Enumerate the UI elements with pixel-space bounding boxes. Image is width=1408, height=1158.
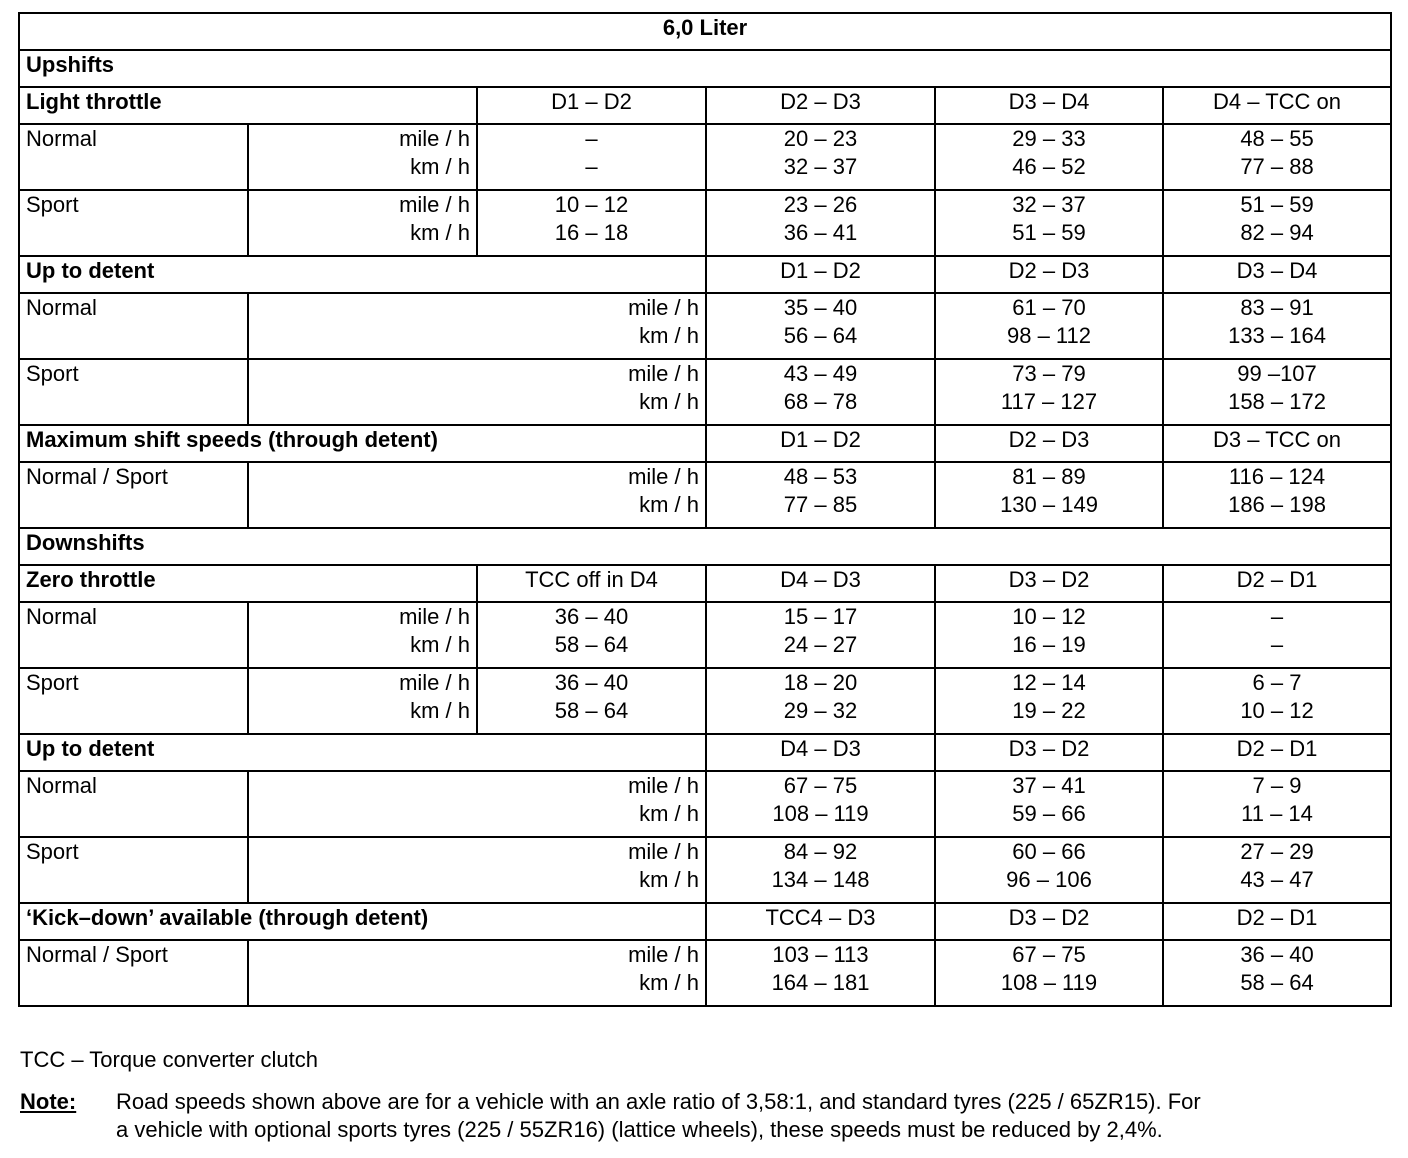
speed-value-kmh: 133 – 164 (1228, 323, 1326, 348)
unit-label: mile / h (628, 773, 699, 798)
unit-cell (248, 462, 706, 528)
unit-cell (248, 359, 706, 425)
note-block (20, 1088, 1390, 1144)
speed-cell (935, 124, 1163, 190)
shift-column-header: D3 – TCC on (1163, 425, 1391, 462)
shift-column-header: TCC4 – D3 (706, 903, 935, 940)
table-row (19, 940, 1391, 1006)
speed-cell (935, 940, 1163, 1006)
table-row (19, 837, 1391, 903)
shift-speed-table-container (18, 12, 1390, 1007)
speed-cell (935, 837, 1163, 903)
speed-cell (935, 190, 1163, 256)
speed-value-mph: 18 – 20 (783, 670, 858, 695)
shift-column-header: D3 – D4 (935, 87, 1163, 124)
shift-column-header: D1 – D2 (477, 87, 706, 124)
unit-cell (248, 124, 477, 190)
speed-cell (477, 668, 706, 734)
speed-value-kmh: 32 – 37 (783, 154, 858, 179)
speed-cell (935, 293, 1163, 359)
speed-value-mph: 10 – 12 (554, 192, 629, 217)
speed-value-kmh: 77 – 88 (1240, 154, 1314, 179)
note-label: Note: (20, 1089, 77, 1114)
speed-value-mph: 83 – 91 (1240, 295, 1314, 320)
speed-cell (706, 293, 935, 359)
shift-column-header: D1 – D2 (706, 425, 935, 462)
section-row (19, 50, 1391, 87)
speed-value-mph: 23 – 26 (783, 192, 858, 217)
speed-cell (1163, 293, 1391, 359)
speed-cell (1163, 668, 1391, 734)
speed-value-mph: 61 – 70 (1012, 295, 1086, 320)
group-heading: Up to detent (19, 734, 706, 771)
speed-cell (706, 359, 935, 425)
speed-value-kmh: 19 – 22 (1012, 698, 1086, 723)
mode-label: Normal (19, 293, 248, 359)
shift-column-header: D2 – D3 (706, 87, 935, 124)
speed-value-kmh: 43 – 47 (1240, 867, 1314, 892)
speed-cell (935, 602, 1163, 668)
speed-value-kmh: 130 – 149 (1000, 492, 1098, 517)
table-row (19, 668, 1391, 734)
speed-cell (1163, 837, 1391, 903)
speed-value-kmh: 77 – 85 (783, 492, 858, 517)
table-row (19, 602, 1391, 668)
speed-value-mph: 99 –107 (1237, 361, 1317, 386)
group-header-row (19, 734, 1391, 771)
table-title: 6,0 Liter (19, 13, 1391, 50)
unit-label: mile / h (399, 126, 470, 151)
mode-label: Sport (19, 668, 248, 734)
speed-value-kmh: 56 – 64 (783, 323, 858, 348)
table-row (19, 124, 1391, 190)
speed-cell (935, 359, 1163, 425)
group-heading: Up to detent (19, 256, 706, 293)
shift-speed-table (18, 12, 1392, 1007)
speed-value-kmh: 58 – 64 (554, 632, 629, 657)
unit-cell (248, 190, 477, 256)
unit-cell (248, 602, 477, 668)
speed-value-mph: 36 – 40 (1240, 942, 1314, 967)
speed-value-kmh: 24 – 27 (783, 632, 858, 657)
speed-value-mph: 67 – 75 (1012, 942, 1086, 967)
unit-label: km / h (639, 389, 699, 414)
shift-column-header: D3 – D4 (1163, 256, 1391, 293)
group-heading: Zero throttle (19, 565, 477, 602)
shift-column-header: D1 – D2 (706, 256, 935, 293)
unit-label: km / h (639, 492, 699, 517)
speed-cell (1163, 771, 1391, 837)
speed-value-kmh: 68 – 78 (783, 389, 858, 414)
unit-cell (248, 940, 706, 1006)
speed-value-mph: 36 – 40 (554, 604, 629, 629)
speed-value-mph: 36 – 40 (554, 670, 629, 695)
speed-value-mph: 27 – 29 (1240, 839, 1314, 864)
speed-value-mph: 116 – 124 (1228, 464, 1326, 489)
shift-column-header: D4 – D3 (706, 734, 935, 771)
unit-label: km / h (639, 323, 699, 348)
speed-value-mph: 6 – 7 (1252, 670, 1302, 695)
mode-label: Sport (19, 359, 248, 425)
speed-cell (706, 190, 935, 256)
unit-label: km / h (410, 698, 470, 723)
speed-value-kmh: 46 – 52 (1012, 154, 1086, 179)
note-line-2: a vehicle with optional sports tyres (225 / 55ZR16) (lattice wheels), these speeds must be reduced by 2,4%. (116, 1117, 1163, 1142)
unit-label: mile / h (628, 464, 699, 489)
speed-value-kmh: 16 – 19 (1012, 632, 1086, 657)
speed-cell (1163, 462, 1391, 528)
table-row (19, 462, 1391, 528)
speed-value-mph: 48 – 53 (783, 464, 858, 489)
speed-value-mph: 32 – 37 (1012, 192, 1086, 217)
section-row (19, 528, 1391, 565)
shift-column-header: D3 – D2 (935, 734, 1163, 771)
speed-cell (706, 668, 935, 734)
speed-cell (706, 124, 935, 190)
speed-value-kmh: 186 – 198 (1228, 492, 1326, 517)
footer (20, 1046, 1390, 1144)
speed-value-mph: – (585, 126, 598, 151)
speed-value-kmh: 59 – 66 (1012, 801, 1086, 826)
unit-label: km / h (639, 867, 699, 892)
unit-cell (248, 668, 477, 734)
speed-cell (1163, 359, 1391, 425)
speed-value-kmh: 117 – 127 (1000, 389, 1098, 414)
note-line-1: Road speeds shown above are for a vehicle with an axle ratio of 3,58:1, and standard tyres (225 / 65ZR15). For (116, 1089, 1201, 1114)
speed-value-mph: 73 – 79 (1012, 361, 1086, 386)
group-heading: Light throttle (19, 87, 477, 124)
shift-column-header: D2 – D1 (1163, 734, 1391, 771)
speed-value-kmh: 29 – 32 (783, 698, 858, 723)
speed-cell (706, 837, 935, 903)
speed-value-kmh: 16 – 18 (554, 220, 629, 245)
speed-value-kmh: 11 – 14 (1241, 801, 1313, 826)
speed-value-mph: 29 – 33 (1012, 126, 1086, 151)
speed-value-mph: 84 – 92 (783, 839, 858, 864)
title-row (19, 13, 1391, 50)
speed-cell (477, 124, 706, 190)
unit-label: km / h (639, 970, 699, 995)
speed-value-mph: 103 – 113 (772, 942, 869, 967)
unit-label: mile / h (628, 361, 699, 386)
speed-cell (706, 462, 935, 528)
speed-value-kmh: 108 – 119 (772, 801, 869, 826)
speed-cell (477, 602, 706, 668)
speed-value-mph: 51 – 59 (1240, 192, 1314, 217)
mode-label: Normal (19, 771, 248, 837)
speed-value-mph: 43 – 49 (783, 361, 858, 386)
unit-label: km / h (639, 801, 699, 826)
unit-label: mile / h (399, 670, 470, 695)
speed-value-kmh: 158 – 172 (1228, 389, 1326, 414)
speed-value-kmh: 108 – 119 (1000, 970, 1098, 995)
speed-value-kmh: 10 – 12 (1240, 698, 1314, 723)
speed-cell (935, 462, 1163, 528)
shift-column-header: D4 – D3 (706, 565, 935, 602)
unit-label: mile / h (628, 942, 699, 967)
table-row (19, 190, 1391, 256)
speed-value-mph: 7 – 9 (1252, 773, 1302, 798)
mode-label: Sport (19, 837, 248, 903)
shift-column-header: D2 – D1 (1163, 903, 1391, 940)
speed-value-kmh: – (1270, 632, 1284, 657)
speed-cell (706, 602, 935, 668)
speed-value-kmh: 134 – 148 (771, 867, 870, 892)
speed-value-mph: – (1270, 604, 1284, 629)
mode-label: Normal / Sport (19, 940, 248, 1006)
shift-column-header: D4 – TCC on (1163, 87, 1391, 124)
speed-value-kmh: 51 – 59 (1012, 220, 1086, 245)
mode-label: Normal / Sport (19, 462, 248, 528)
mode-label: Normal (19, 124, 248, 190)
shift-column-header: D3 – D2 (935, 903, 1163, 940)
group-header-row (19, 425, 1391, 462)
unit-label: mile / h (628, 839, 699, 864)
shift-column-header: D2 – D1 (1163, 565, 1391, 602)
unit-label: mile / h (628, 295, 699, 320)
unit-cell (248, 771, 706, 837)
table-row (19, 293, 1391, 359)
unit-label: mile / h (399, 192, 470, 217)
speed-value-kmh: 164 – 181 (771, 970, 870, 995)
unit-cell (248, 837, 706, 903)
section-heading: Upshifts (19, 50, 1391, 87)
speed-cell (935, 771, 1163, 837)
speed-value-kmh: 96 – 106 (1006, 867, 1092, 892)
table-row (19, 771, 1391, 837)
speed-cell (935, 668, 1163, 734)
speed-value-kmh: 58 – 64 (1240, 970, 1314, 995)
speed-value-mph: 12 – 14 (1012, 670, 1086, 695)
shift-column-header: D3 – D2 (935, 565, 1163, 602)
speed-value-kmh: 82 – 94 (1240, 220, 1314, 245)
unit-cell (248, 293, 706, 359)
speed-cell (1163, 940, 1391, 1006)
speed-value-kmh: 98 – 112 (1006, 323, 1091, 348)
speed-value-mph: 20 – 23 (783, 126, 858, 151)
group-header-row (19, 565, 1391, 602)
group-heading: Maximum shift speeds (through detent) (19, 425, 706, 462)
unit-label: km / h (410, 220, 470, 245)
group-header-row (19, 903, 1391, 940)
speed-cell (1163, 602, 1391, 668)
speed-value-kmh: 58 – 64 (554, 698, 629, 723)
speed-value-kmh: – (585, 154, 598, 179)
shift-column-header: D2 – D3 (935, 425, 1163, 462)
speed-cell (706, 771, 935, 837)
speed-value-mph: 37 – 41 (1012, 773, 1086, 798)
speed-value-mph: 10 – 12 (1012, 604, 1086, 629)
speed-value-mph: 81 – 89 (1012, 464, 1086, 489)
speed-cell (1163, 124, 1391, 190)
unit-label: km / h (410, 632, 470, 657)
group-heading: ‘Kick–down’ available (through detent) (19, 903, 706, 940)
shift-column-header: D2 – D3 (935, 256, 1163, 293)
mode-label: Sport (19, 190, 248, 256)
speed-cell (1163, 190, 1391, 256)
table-row (19, 359, 1391, 425)
speed-value-mph: 67 – 75 (783, 773, 858, 798)
unit-label: km / h (410, 154, 470, 179)
speed-value-mph: 35 – 40 (783, 295, 858, 320)
speed-cell (477, 190, 706, 256)
unit-label: mile / h (399, 604, 470, 629)
mode-label: Normal (19, 602, 248, 668)
speed-cell (706, 940, 935, 1006)
speed-value-mph: 15 – 17 (783, 604, 858, 629)
tcc-definition: TCC – Torque converter clutch (20, 1047, 318, 1072)
group-header-row (19, 256, 1391, 293)
group-header-row (19, 87, 1391, 124)
speed-value-mph: 60 – 66 (1012, 839, 1086, 864)
shift-column-header: TCC off in D4 (477, 565, 706, 602)
speed-value-mph: 48 – 55 (1240, 126, 1314, 151)
speed-value-kmh: 36 – 41 (783, 220, 858, 245)
section-heading: Downshifts (19, 528, 1391, 565)
